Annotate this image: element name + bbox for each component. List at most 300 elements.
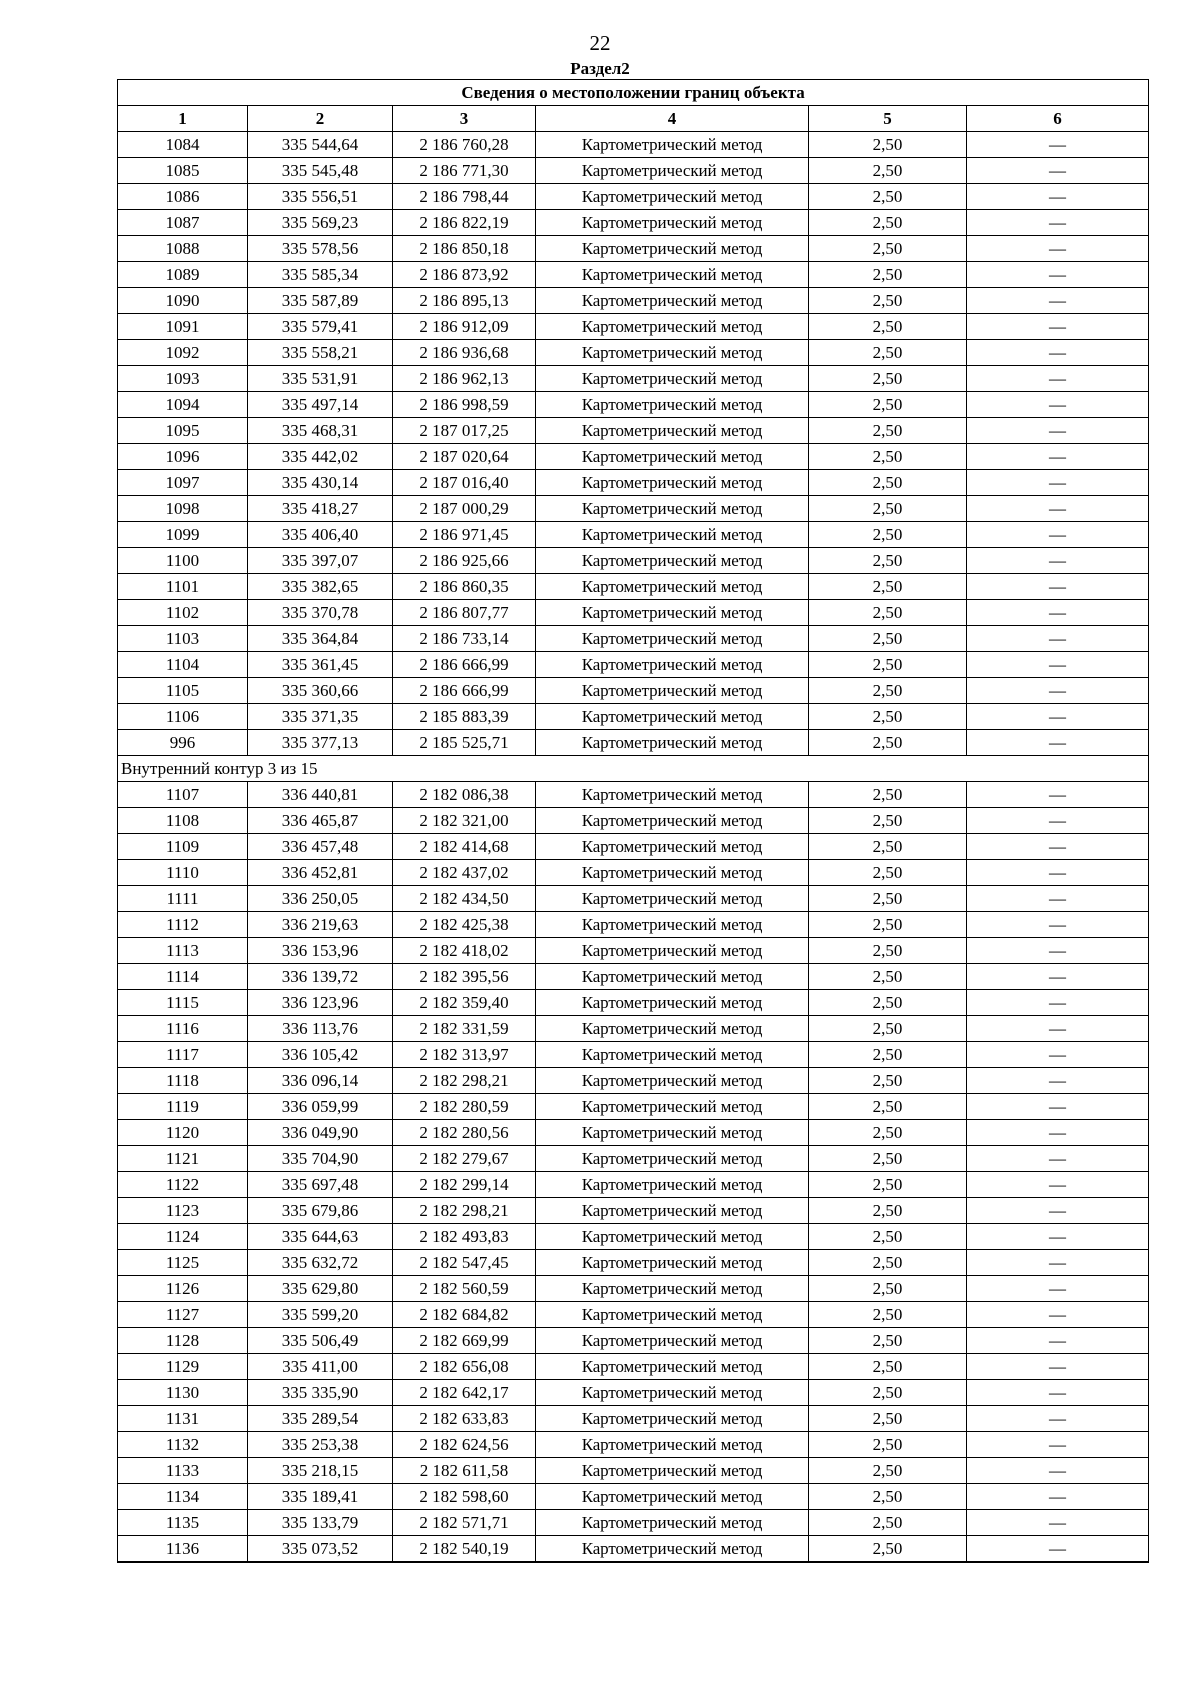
table-row [118, 132, 1149, 158]
cell-coordinate-x: 335 497,14 [248, 392, 393, 418]
table-row [118, 1198, 1149, 1224]
cell-accuracy: 2,50 [809, 470, 967, 496]
cell-accuracy: 2,50 [809, 1068, 967, 1094]
cell-description: — [967, 236, 1149, 262]
cell-point-number: 1128 [118, 1328, 248, 1354]
cell-description: — [967, 444, 1149, 470]
cell-coordinate-x: 335 397,07 [248, 548, 393, 574]
cell-coordinate-x: 335 632,72 [248, 1250, 393, 1276]
cell-coordinate-y: 2 186 936,68 [393, 340, 536, 366]
cell-description: — [967, 652, 1149, 678]
cell-point-number: 1132 [118, 1432, 248, 1458]
cell-coordinate-y: 2 186 760,28 [393, 132, 536, 158]
cell-point-number: 1117 [118, 1042, 248, 1068]
cell-coordinate-x: 335 629,80 [248, 1276, 393, 1302]
cell-point-number: 1102 [118, 600, 248, 626]
cell-description: — [967, 418, 1149, 444]
cell-coordinate-y: 2 182 571,71 [393, 1510, 536, 1536]
cell-point-number: 1084 [118, 132, 248, 158]
cell-accuracy: 2,50 [809, 158, 967, 184]
cell-coordinate-x: 335 545,48 [248, 158, 393, 184]
cell-coordinate-y: 2 182 321,00 [393, 808, 536, 834]
cell-description: — [967, 1328, 1149, 1354]
cell-description: — [967, 1458, 1149, 1484]
cell-coordinate-x: 335 704,90 [248, 1146, 393, 1172]
cell-method: Картометрический метод [536, 1068, 809, 1094]
table-row [118, 418, 1149, 444]
cell-coordinate-x: 335 370,78 [248, 600, 393, 626]
table-row [118, 262, 1149, 288]
cell-description: — [967, 1250, 1149, 1276]
cell-description: — [967, 626, 1149, 652]
cell-method: Картометрический метод [536, 288, 809, 314]
cell-accuracy: 2,50 [809, 964, 967, 990]
cell-method: Картометрический метод [536, 340, 809, 366]
cell-accuracy: 2,50 [809, 1016, 967, 1042]
cell-accuracy: 2,50 [809, 1120, 967, 1146]
cell-coordinate-y: 2 182 540,19 [393, 1536, 536, 1563]
cell-description: — [967, 990, 1149, 1016]
cell-accuracy: 2,50 [809, 548, 967, 574]
cell-description: — [967, 1146, 1149, 1172]
cell-coordinate-x: 335 133,79 [248, 1510, 393, 1536]
table-row [118, 522, 1149, 548]
cell-description: — [967, 1016, 1149, 1042]
cell-coordinate-y: 2 186 998,59 [393, 392, 536, 418]
cell-coordinate-x: 335 585,34 [248, 262, 393, 288]
cell-coordinate-y: 2 182 280,59 [393, 1094, 536, 1120]
cell-method: Картометрический метод [536, 1224, 809, 1250]
cell-accuracy: 2,50 [809, 1172, 967, 1198]
cell-description: — [967, 1276, 1149, 1302]
cell-point-number: 1099 [118, 522, 248, 548]
cell-point-number: 1095 [118, 418, 248, 444]
cell-coordinate-x: 336 096,14 [248, 1068, 393, 1094]
cell-point-number: 1085 [118, 158, 248, 184]
cell-coordinate-x: 335 253,38 [248, 1432, 393, 1458]
cell-point-number: 1092 [118, 340, 248, 366]
cell-method: Картометрический метод [536, 1484, 809, 1510]
cell-accuracy: 2,50 [809, 600, 967, 626]
cell-accuracy: 2,50 [809, 574, 967, 600]
cell-coordinate-y: 2 182 437,02 [393, 860, 536, 886]
cell-point-number: 1109 [118, 834, 248, 860]
cell-description: — [967, 730, 1149, 756]
cell-coordinate-y: 2 182 395,56 [393, 964, 536, 990]
cell-coordinate-y: 2 186 822,19 [393, 210, 536, 236]
cell-method: Картометрический метод [536, 1380, 809, 1406]
cell-coordinate-x: 335 579,41 [248, 314, 393, 340]
cell-description: — [967, 132, 1149, 158]
cell-description: — [967, 522, 1149, 548]
table-row [118, 1094, 1149, 1120]
cell-method: Картометрический метод [536, 1432, 809, 1458]
cell-method: Картометрический метод [536, 574, 809, 600]
table-row [118, 808, 1149, 834]
cell-coordinate-x: 335 468,31 [248, 418, 393, 444]
cell-description: — [967, 184, 1149, 210]
cell-method: Картометрический метод [536, 392, 809, 418]
cell-coordinate-y: 2 186 807,77 [393, 600, 536, 626]
cell-point-number: 1114 [118, 964, 248, 990]
table-row [118, 990, 1149, 1016]
cell-description: — [967, 1432, 1149, 1458]
cell-description: — [967, 1042, 1149, 1068]
cell-point-number: 1120 [118, 1120, 248, 1146]
cell-accuracy: 2,50 [809, 782, 967, 808]
cell-point-number: 996 [118, 730, 248, 756]
cell-coordinate-x: 335 377,13 [248, 730, 393, 756]
cell-point-number: 1108 [118, 808, 248, 834]
cell-coordinate-y: 2 182 313,97 [393, 1042, 536, 1068]
cell-method: Картометрический метод [536, 418, 809, 444]
cell-accuracy: 2,50 [809, 366, 967, 392]
cell-method: Картометрический метод [536, 522, 809, 548]
cell-accuracy: 2,50 [809, 1276, 967, 1302]
cell-coordinate-y: 2 186 850,18 [393, 236, 536, 262]
cell-coordinate-y: 2 182 642,17 [393, 1380, 536, 1406]
cell-description: — [967, 938, 1149, 964]
cell-accuracy: 2,50 [809, 678, 967, 704]
cell-accuracy: 2,50 [809, 1042, 967, 1068]
cell-coordinate-x: 335 418,27 [248, 496, 393, 522]
cell-coordinate-y: 2 186 962,13 [393, 366, 536, 392]
cell-coordinate-x: 336 059,99 [248, 1094, 393, 1120]
cell-point-number: 1135 [118, 1510, 248, 1536]
cell-coordinate-x: 335 587,89 [248, 288, 393, 314]
cell-accuracy: 2,50 [809, 1484, 967, 1510]
cell-coordinate-x: 335 360,66 [248, 678, 393, 704]
column-header: 3 [393, 106, 536, 132]
cell-coordinate-x: 335 558,21 [248, 340, 393, 366]
cell-method: Картометрический метод [536, 1406, 809, 1432]
table-row [118, 1042, 1149, 1068]
cell-accuracy: 2,50 [809, 1380, 967, 1406]
cell-coordinate-x: 336 250,05 [248, 886, 393, 912]
cell-description: — [967, 366, 1149, 392]
table-row [118, 236, 1149, 262]
cell-coordinate-y: 2 182 279,67 [393, 1146, 536, 1172]
table-row [118, 1536, 1149, 1563]
cell-description: — [967, 1198, 1149, 1224]
cell-coordinate-x: 335 218,15 [248, 1458, 393, 1484]
cell-accuracy: 2,50 [809, 1328, 967, 1354]
cell-method: Картометрический метод [536, 1120, 809, 1146]
column-header: 4 [536, 106, 809, 132]
cell-method: Картометрический метод [536, 444, 809, 470]
cell-accuracy: 2,50 [809, 1536, 967, 1563]
table-row [118, 1380, 1149, 1406]
table-row [118, 1146, 1149, 1172]
cell-accuracy: 2,50 [809, 938, 967, 964]
cell-description: — [967, 574, 1149, 600]
cell-description: — [967, 886, 1149, 912]
cell-point-number: 1124 [118, 1224, 248, 1250]
cell-point-number: 1133 [118, 1458, 248, 1484]
cell-description: — [967, 1224, 1149, 1250]
cell-coordinate-y: 2 186 925,66 [393, 548, 536, 574]
cell-coordinate-x: 335 531,91 [248, 366, 393, 392]
cell-coordinate-y: 2 182 331,59 [393, 1016, 536, 1042]
cell-coordinate-x: 335 073,52 [248, 1536, 393, 1563]
table-row [118, 340, 1149, 366]
cell-coordinate-y: 2 182 425,38 [393, 912, 536, 938]
column-number-row [118, 106, 1149, 132]
cell-accuracy: 2,50 [809, 1250, 967, 1276]
table-row [118, 1458, 1149, 1484]
cell-point-number: 1094 [118, 392, 248, 418]
cell-point-number: 1088 [118, 236, 248, 262]
cell-coordinate-y: 2 186 771,30 [393, 158, 536, 184]
cell-point-number: 1130 [118, 1380, 248, 1406]
cell-description: — [967, 210, 1149, 236]
cell-accuracy: 2,50 [809, 1406, 967, 1432]
cell-coordinate-y: 2 182 669,99 [393, 1328, 536, 1354]
cell-description: — [967, 548, 1149, 574]
cell-accuracy: 2,50 [809, 1146, 967, 1172]
table-row [118, 1432, 1149, 1458]
table-row [118, 1016, 1149, 1042]
cell-coordinate-x: 335 430,14 [248, 470, 393, 496]
table-row [118, 1250, 1149, 1276]
table-body [118, 132, 1149, 1563]
cell-accuracy: 2,50 [809, 1432, 967, 1458]
cell-method: Картометрический метод [536, 366, 809, 392]
cell-method: Картометрический метод [536, 678, 809, 704]
contour-heading-row [118, 756, 1149, 782]
cell-point-number: 1116 [118, 1016, 248, 1042]
cell-accuracy: 2,50 [809, 1458, 967, 1484]
cell-coordinate-y: 2 182 547,45 [393, 1250, 536, 1276]
cell-coordinate-x: 335 679,86 [248, 1198, 393, 1224]
cell-accuracy: 2,50 [809, 392, 967, 418]
cell-description: — [967, 314, 1149, 340]
cell-description: — [967, 600, 1149, 626]
cell-method: Картометрический метод [536, 1328, 809, 1354]
cell-method: Картометрический метод [536, 1172, 809, 1198]
cell-coordinate-x: 335 371,35 [248, 704, 393, 730]
cell-accuracy: 2,50 [809, 1302, 967, 1328]
table-row [118, 912, 1149, 938]
cell-point-number: 1115 [118, 990, 248, 1016]
cell-description: — [967, 678, 1149, 704]
cell-description: — [967, 834, 1149, 860]
cell-coordinate-x: 336 113,76 [248, 1016, 393, 1042]
cell-point-number: 1107 [118, 782, 248, 808]
cell-point-number: 1131 [118, 1406, 248, 1432]
cell-method: Картометрический метод [536, 132, 809, 158]
cell-coordinate-y: 2 185 883,39 [393, 704, 536, 730]
cell-accuracy: 2,50 [809, 808, 967, 834]
cell-accuracy: 2,50 [809, 886, 967, 912]
cell-accuracy: 2,50 [809, 626, 967, 652]
cell-description: — [967, 1172, 1149, 1198]
cell-coordinate-y: 2 182 418,02 [393, 938, 536, 964]
cell-point-number: 1129 [118, 1354, 248, 1380]
cell-coordinate-y: 2 182 280,56 [393, 1120, 536, 1146]
cell-coordinate-y: 2 186 666,99 [393, 678, 536, 704]
table-row [118, 1354, 1149, 1380]
table-row [118, 470, 1149, 496]
cell-point-number: 1100 [118, 548, 248, 574]
cell-coordinate-x: 336 457,48 [248, 834, 393, 860]
cell-accuracy: 2,50 [809, 1198, 967, 1224]
table-row [118, 1510, 1149, 1536]
cell-accuracy: 2,50 [809, 184, 967, 210]
cell-coordinate-y: 2 182 624,56 [393, 1432, 536, 1458]
cell-accuracy: 2,50 [809, 132, 967, 158]
cell-accuracy: 2,50 [809, 1094, 967, 1120]
column-header: 1 [118, 106, 248, 132]
cell-accuracy: 2,50 [809, 418, 967, 444]
cell-coordinate-x: 335 411,00 [248, 1354, 393, 1380]
cell-coordinate-x: 335 578,56 [248, 236, 393, 262]
cell-method: Картометрический метод [536, 626, 809, 652]
cell-point-number: 1086 [118, 184, 248, 210]
cell-accuracy: 2,50 [809, 340, 967, 366]
cell-method: Картометрический метод [536, 1458, 809, 1484]
cell-point-number: 1112 [118, 912, 248, 938]
cell-accuracy: 2,50 [809, 990, 967, 1016]
cell-coordinate-y: 2 187 017,25 [393, 418, 536, 444]
cell-description: — [967, 1406, 1149, 1432]
cell-description: — [967, 340, 1149, 366]
table-row [118, 782, 1149, 808]
cell-description: — [967, 1068, 1149, 1094]
cell-accuracy: 2,50 [809, 1510, 967, 1536]
table-row [118, 288, 1149, 314]
cell-coordinate-y: 2 182 560,59 [393, 1276, 536, 1302]
cell-point-number: 1105 [118, 678, 248, 704]
cell-description: — [967, 262, 1149, 288]
cell-method: Картометрический метод [536, 1354, 809, 1380]
table-row [118, 704, 1149, 730]
cell-point-number: 1125 [118, 1250, 248, 1276]
cell-method: Картометрический метод [536, 548, 809, 574]
cell-coordinate-y: 2 186 798,44 [393, 184, 536, 210]
cell-method: Картометрический метод [536, 1042, 809, 1068]
cell-method: Картометрический метод [536, 210, 809, 236]
cell-coordinate-x: 335 406,40 [248, 522, 393, 548]
cell-method: Картометрический метод [536, 886, 809, 912]
cell-method: Картометрический метод [536, 808, 809, 834]
table-row [118, 730, 1149, 756]
table-row [118, 1224, 1149, 1250]
cell-description: — [967, 496, 1149, 522]
cell-accuracy: 2,50 [809, 288, 967, 314]
cell-point-number: 1121 [118, 1146, 248, 1172]
cell-method: Картометрический метод [536, 1146, 809, 1172]
cell-description: — [967, 704, 1149, 730]
cell-description: — [967, 860, 1149, 886]
column-header: 5 [809, 106, 967, 132]
cell-point-number: 1093 [118, 366, 248, 392]
table-row [118, 574, 1149, 600]
cell-method: Картометрический метод [536, 236, 809, 262]
cell-coordinate-x: 336 049,90 [248, 1120, 393, 1146]
table-row [118, 392, 1149, 418]
cell-accuracy: 2,50 [809, 522, 967, 548]
table-row [118, 964, 1149, 990]
cell-accuracy: 2,50 [809, 444, 967, 470]
cell-coordinate-x: 335 361,45 [248, 652, 393, 678]
cell-description: — [967, 392, 1149, 418]
table-row [118, 834, 1149, 860]
cell-point-number: 1087 [118, 210, 248, 236]
table-row [118, 1120, 1149, 1146]
cell-description: — [967, 964, 1149, 990]
cell-description: — [967, 1094, 1149, 1120]
table-row [118, 496, 1149, 522]
cell-coordinate-y: 2 182 086,38 [393, 782, 536, 808]
cell-point-number: 1101 [118, 574, 248, 600]
cell-point-number: 1098 [118, 496, 248, 522]
cell-point-number: 1118 [118, 1068, 248, 1094]
cell-accuracy: 2,50 [809, 236, 967, 262]
cell-method: Картометрический метод [536, 600, 809, 626]
table-row [118, 1484, 1149, 1510]
cell-method: Картометрический метод [536, 964, 809, 990]
cell-point-number: 1110 [118, 860, 248, 886]
cell-accuracy: 2,50 [809, 860, 967, 886]
cell-coordinate-y: 2 186 733,14 [393, 626, 536, 652]
cell-method: Картометрический метод [536, 912, 809, 938]
boundary-coordinates-table [117, 79, 1149, 1563]
cell-coordinate-x: 336 465,87 [248, 808, 393, 834]
cell-accuracy: 2,50 [809, 314, 967, 340]
cell-point-number: 1089 [118, 262, 248, 288]
cell-method: Картометрический метод [536, 1198, 809, 1224]
table-row [118, 366, 1149, 392]
cell-coordinate-y: 2 182 633,83 [393, 1406, 536, 1432]
cell-point-number: 1096 [118, 444, 248, 470]
table-row [118, 860, 1149, 886]
cell-point-number: 1123 [118, 1198, 248, 1224]
column-header: 6 [967, 106, 1149, 132]
cell-coordinate-x: 336 123,96 [248, 990, 393, 1016]
table-row [118, 548, 1149, 574]
cell-description: — [967, 470, 1149, 496]
cell-coordinate-x: 335 544,64 [248, 132, 393, 158]
cell-accuracy: 2,50 [809, 704, 967, 730]
cell-accuracy: 2,50 [809, 262, 967, 288]
table-caption-row [118, 80, 1149, 106]
table-row [118, 1068, 1149, 1094]
cell-coordinate-x: 336 219,63 [248, 912, 393, 938]
cell-coordinate-x: 335 364,84 [248, 626, 393, 652]
page-number: 22 [589, 31, 611, 55]
cell-point-number: 1119 [118, 1094, 248, 1120]
table-row [118, 1302, 1149, 1328]
table-caption: Сведения о местоположении границ объекта [118, 80, 1149, 106]
cell-coordinate-x: 335 569,23 [248, 210, 393, 236]
cell-coordinate-x: 336 153,96 [248, 938, 393, 964]
cell-method: Картометрический метод [536, 990, 809, 1016]
cell-method: Картометрический метод [536, 938, 809, 964]
table-row [118, 1172, 1149, 1198]
cell-method: Картометрический метод [536, 1276, 809, 1302]
contour-label: Внутренний контур 3 из 15 [118, 756, 1149, 782]
cell-method: Картометрический метод [536, 704, 809, 730]
cell-description: — [967, 1302, 1149, 1328]
cell-point-number: 1103 [118, 626, 248, 652]
cell-coordinate-y: 2 187 016,40 [393, 470, 536, 496]
section-title: Раздел2 [570, 59, 630, 78]
cell-method: Картометрический метод [536, 470, 809, 496]
cell-accuracy: 2,50 [809, 730, 967, 756]
cell-coordinate-y: 2 186 912,09 [393, 314, 536, 340]
table-row [118, 600, 1149, 626]
